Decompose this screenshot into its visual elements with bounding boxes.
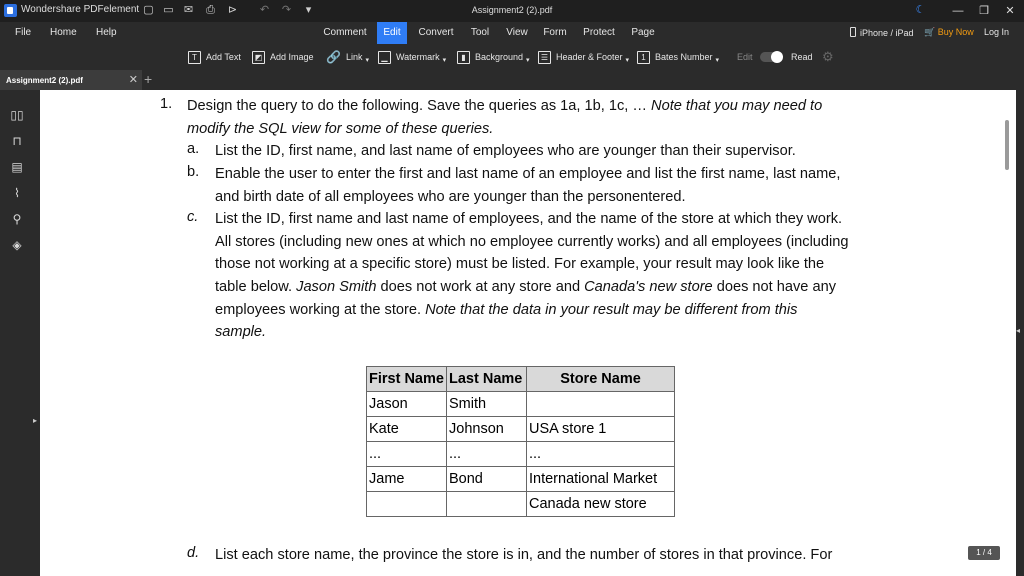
table-cell (367, 492, 447, 517)
background-icon: ▮ (457, 51, 470, 64)
question-1-line-2 (187, 118, 493, 141)
title-bar (0, 0, 1024, 22)
table-row (367, 442, 675, 467)
background-label: Background (475, 52, 524, 62)
item-c-line-5 (215, 299, 797, 322)
question-1-text: Design the query to do the following. Save the queries as 1a, 1b, 1c, … (187, 98, 652, 114)
table-row (367, 417, 675, 442)
chevron-down-icon: ▾ (625, 57, 630, 64)
edit-mode-label: Edit (737, 52, 753, 62)
table-header-cell: First Name (367, 367, 447, 392)
link-icon: 🔗 (326, 50, 341, 64)
table-cell: International Market (527, 467, 675, 492)
table-cell: Jason (367, 392, 447, 417)
c5-text: employees working at the store. (215, 302, 426, 318)
item-c-line-1: List the ID, first name and last name of employees, and the name of the store at which they work. (215, 211, 843, 227)
menu-help[interactable]: Help (96, 27, 117, 38)
item-d-label: d. (187, 545, 200, 561)
item-c-line-3: those not working at a specific store) must be listed. For example, your result may look like the (215, 256, 825, 272)
chevron-down-icon: ▾ (526, 57, 530, 64)
c4-text-a: table below. (215, 279, 297, 295)
watermark-label: Watermark (396, 52, 440, 62)
document-tab[interactable] (0, 70, 142, 90)
item-b-label: b. (187, 164, 200, 180)
tab-comment[interactable]: Comment (323, 27, 367, 38)
app-logo-icon (4, 4, 17, 17)
expand-right-panel-icon[interactable]: ◂ (1016, 326, 1021, 335)
layers-icon[interactable]: ◈ (12, 238, 22, 252)
read-mode-label: Read (791, 52, 813, 62)
email-icon[interactable]: ✉ (183, 4, 194, 16)
close-window-button[interactable]: ✕ (1005, 5, 1015, 17)
c5-italic: Note that the data in your result may be different from this (425, 302, 798, 318)
share-icon[interactable]: ⊳ (227, 4, 238, 16)
document-canvas (40, 90, 1016, 576)
table-cell: ... (447, 442, 527, 467)
tab-edit[interactable]: Edit (377, 22, 407, 44)
sample-result-table (366, 366, 675, 517)
undo-icon[interactable]: ↶ (259, 4, 270, 16)
item-c-line-6 (215, 321, 266, 344)
page-indicator[interactable]: 1 / 4 (968, 546, 1000, 560)
table-cell: Jame (367, 467, 447, 492)
quick-access-dropdown-icon[interactable]: ▾ (305, 4, 312, 16)
header-footer-icon: ☰ (538, 51, 551, 64)
image-icon: ◩ (252, 51, 265, 64)
item-a-text: List the ID, first name, and last name of employees who are younger than their supervisor. (215, 143, 796, 159)
item-c-label: c. (187, 209, 199, 225)
watermark-button[interactable] (378, 48, 446, 66)
print-icon[interactable]: ⎙ (206, 4, 215, 16)
tab-convert[interactable]: Convert (418, 27, 454, 38)
restore-button[interactable]: ❐ (979, 5, 989, 17)
buy-now-button[interactable] (924, 27, 974, 38)
text-box-icon: T (188, 51, 201, 64)
c4-text-c: does not have any (712, 279, 836, 295)
table-header-row (367, 367, 675, 392)
cart-icon: 🛒 (924, 27, 936, 37)
tab-form[interactable]: Form (543, 27, 567, 38)
bookmark-icon[interactable]: ⊓ (12, 134, 22, 148)
window-title: Assignment2 (2).pdf (471, 5, 553, 15)
question-1-note-cont: modify the SQL view for some of these queries. (187, 121, 494, 137)
thumbnails-icon[interactable]: ▯▯ (10, 108, 24, 122)
vertical-scrollbar[interactable] (1005, 120, 1009, 170)
table-cell: ... (367, 442, 447, 467)
link-label: Link (345, 52, 363, 62)
item-c-line-4 (215, 276, 836, 299)
item-b-line-2: and birth date of all employees who are younger than the personentered. (215, 189, 686, 205)
table-row (367, 467, 675, 492)
iphone-ipad-button[interactable] (850, 27, 914, 38)
add-text-button[interactable] (188, 48, 241, 66)
table-cell: ... (527, 442, 675, 467)
edit-read-toggle[interactable] (760, 52, 782, 62)
c4-text-b: does not work at any store and (376, 279, 585, 295)
c4-italic-2: Canada's new store (584, 279, 713, 295)
attachment-icon[interactable]: ⌇ (14, 186, 20, 200)
item-d-text: List each store name, the province the store is in, and the number of stores in that province. For (215, 547, 833, 563)
save-icon[interactable]: ▭ (163, 4, 174, 16)
table-cell: USA store 1 (527, 417, 675, 442)
add-image-button[interactable] (252, 48, 314, 66)
add-tab-icon[interactable]: + (144, 71, 153, 87)
bates-number-label: Bates Number (655, 52, 713, 62)
item-b-line-1: Enable the user to enter the first and last name of an employee and list the first name, last name, (215, 166, 841, 182)
menu-file[interactable]: File (15, 27, 32, 38)
pdf-page (48, 90, 1008, 576)
chevron-down-icon: ▾ (715, 57, 720, 64)
document-tab-bar (0, 70, 1024, 90)
item-a-label: a. (187, 141, 200, 157)
table-header-cell: Last Name (447, 367, 527, 392)
phone-icon (850, 27, 856, 37)
table-cell: Johnson (447, 417, 527, 442)
comments-icon[interactable]: ▤ (11, 160, 23, 174)
table-cell: Canada new store (527, 492, 675, 517)
edit-toolbar (0, 44, 1024, 70)
table-row (367, 392, 675, 417)
table-row (367, 492, 675, 517)
table-cell (447, 492, 527, 517)
iphone-ipad-label: iPhone / iPad (860, 28, 914, 38)
table-cell: Smith (447, 392, 527, 417)
redo-icon[interactable]: ↷ (281, 4, 292, 16)
document-tab-label: Assignment2 (2).pdf (6, 76, 83, 85)
c6-italic: sample. (215, 324, 267, 340)
theme-moon-icon[interactable]: ☾ (915, 4, 926, 16)
link-button[interactable] (326, 48, 369, 66)
tab-tool[interactable]: Tool (470, 27, 490, 38)
tab-page[interactable]: Page (631, 27, 655, 38)
menu-bar (0, 22, 1024, 44)
c4-italic-1: Jason Smith (296, 279, 377, 295)
item-c-line-2: All stores (including new ones at which no employee currently works) and all employees (including (215, 234, 849, 250)
tab-protect[interactable]: Protect (583, 27, 615, 38)
tab-view[interactable]: View (506, 27, 528, 38)
app-name: Wondershare PDFelement (21, 4, 140, 15)
question-1-note: Note that you may need to (651, 98, 823, 114)
bates-number-button[interactable] (637, 48, 719, 66)
close-tab-icon[interactable]: ✕ (128, 74, 138, 86)
add-text-label: Add Text (206, 52, 241, 62)
table-cell (527, 392, 675, 417)
menu-home[interactable]: Home (50, 27, 77, 38)
bates-number-icon: 1 (637, 51, 650, 64)
table-cell: Bond (447, 467, 527, 492)
header-footer-label: Header & Footer (556, 52, 623, 62)
settings-gear-icon[interactable]: ⚙ (822, 49, 834, 64)
chevron-down-icon: ▾ (365, 57, 369, 64)
left-sidebar (0, 90, 40, 576)
search-icon[interactable]: ⚲ (12, 212, 22, 226)
watermark-icon: ▁ (378, 51, 391, 64)
expand-sidebar-icon[interactable]: ▸ (33, 416, 38, 425)
background-button[interactable] (457, 48, 530, 66)
table-header-cell: Store Name (527, 367, 675, 392)
add-image-label: Add Image (270, 52, 314, 62)
question-1-line-1 (187, 95, 822, 118)
minimize-button[interactable]: — (952, 5, 964, 17)
header-footer-button[interactable] (538, 48, 629, 66)
login-button[interactable]: Log In (984, 27, 1010, 37)
open-file-icon[interactable]: ▢ (143, 4, 154, 16)
chevron-down-icon: ▾ (442, 57, 447, 64)
question-number: 1. (160, 96, 173, 112)
buy-now-label: Buy Now (937, 27, 974, 37)
table-cell: Kate (367, 417, 447, 442)
